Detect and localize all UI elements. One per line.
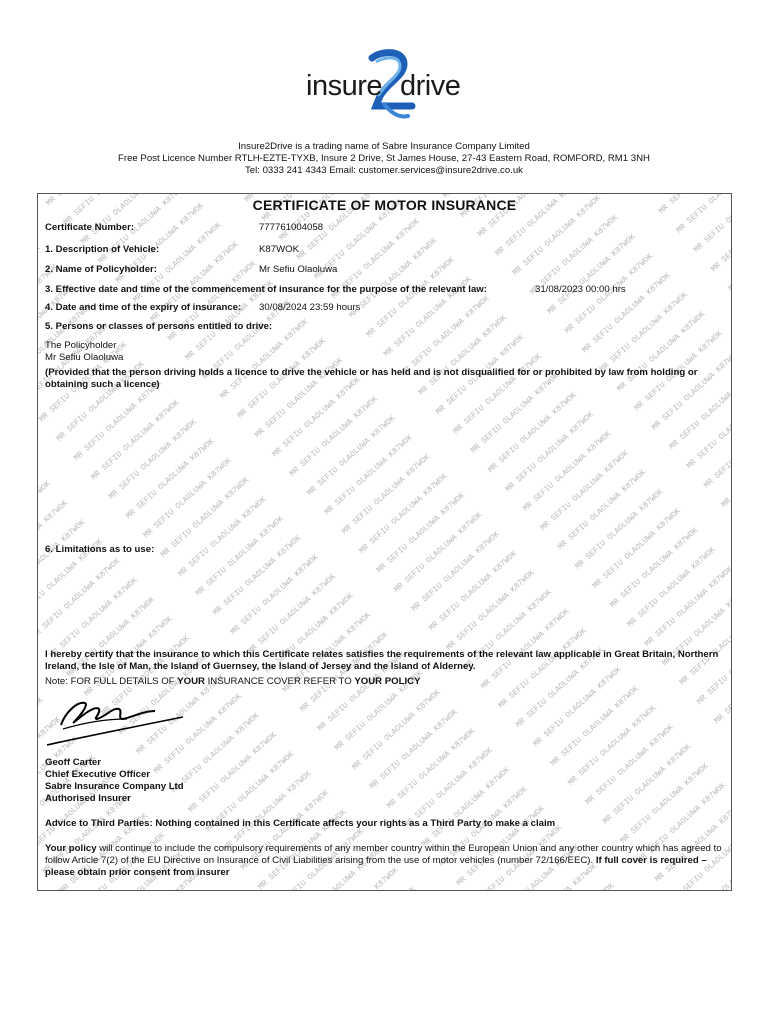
policy-note: Note: FOR FULL DETAILS OF YOUR INSURANCE COVER REFER TO YOUR POLICY — [45, 676, 421, 687]
certificate-number-value: 777761004058 — [259, 222, 324, 233]
logo-wordmark: insure drive — [306, 70, 461, 102]
signatory-title: Chief Executive Officer — [45, 769, 151, 780]
third-party-advice: Advice to Third Parties: Nothing contained in this Certificate affects your rights as a Third Party to make a claim — [45, 818, 556, 829]
certificate-content — [38, 194, 731, 890]
header-line-1: Insure2Drive is a trading name of Sabre Insurance Company Limited — [238, 141, 530, 152]
policyholder-heading: The Policyholder — [45, 340, 117, 351]
vehicle-description-label: 1. Description of Vehicle: — [45, 244, 160, 255]
signatory-name: Geoff Carter — [45, 757, 101, 768]
certification-statement: I hereby certify that the insurance to which this Certificate relates satisfies the requirements of the relevant law applicable in Great Britain, Northern Ireland, the Isle of Man, the Island of Guernsey, the Island of Jersey and the Island of Alderney. — [45, 649, 719, 672]
signatory-company: Sabre Insurance Company Ltd — [45, 781, 184, 792]
policyholder-name-label: 2. Name of Policyholder: — [45, 264, 157, 275]
certificate-number-label: Certificate Number: — [45, 222, 135, 233]
header-line-3: Tel: 0333 241 4343 Email: customer.services@insure2drive.co.uk — [245, 165, 523, 176]
vehicle-description-value: K87WOK — [259, 244, 299, 255]
certificate-title: CERTIFICATE OF MOTOR INSURANCE — [252, 197, 517, 213]
expiry-value: 30/08/2024 23:59 hours — [259, 302, 361, 313]
signatory-role: Authorised Insurer — [45, 793, 131, 804]
policyholder-name: Mr Sefiu Olaoluwa — [45, 352, 124, 363]
header-line-2: Free Post Licence Number RTLH-EZTE-TYXB, Insure 2 Drive, St James House, 27-43 Eastern Road, ROMFORD, RM1 3NH — [118, 153, 650, 164]
persons-entitled-label: 5. Persons or classes of persons entitled to drive: — [45, 321, 273, 332]
signature-image — [43, 689, 193, 751]
insure2drive-logo — [300, 48, 470, 128]
commencement-value: 31/08/2023 00:00 hrs — [535, 284, 626, 295]
expiry-label: 4. Date and time of the expiry of insurance: — [45, 302, 242, 313]
policyholder-name-value: Mr Sefiu Olaoluwa — [259, 264, 338, 275]
limitations-label: 6. Limitations as to use: — [45, 544, 155, 555]
eu-policy-statement: Your policy will continue to include the compulsory requirements of any member country within the European Union and any other country which has agreed to follow Article 7(2) of the EU Directive on Insurance of Civil Liabilities arising from the use of motor vehicles (number 72/166/EEC). If full cover is required – please obtain prior consent from insurer — [45, 843, 722, 878]
commencement-label: 3. Effective date and time of the commencement of insurance for the purpose of the relevant law: — [45, 284, 487, 295]
licence-proviso: (Provided that the person driving holds a licence to drive the vehicle or has held and is not disqualified for or prohibited by law from holding or obtaining such a licence) — [45, 367, 698, 390]
certificate-box — [37, 193, 732, 891]
